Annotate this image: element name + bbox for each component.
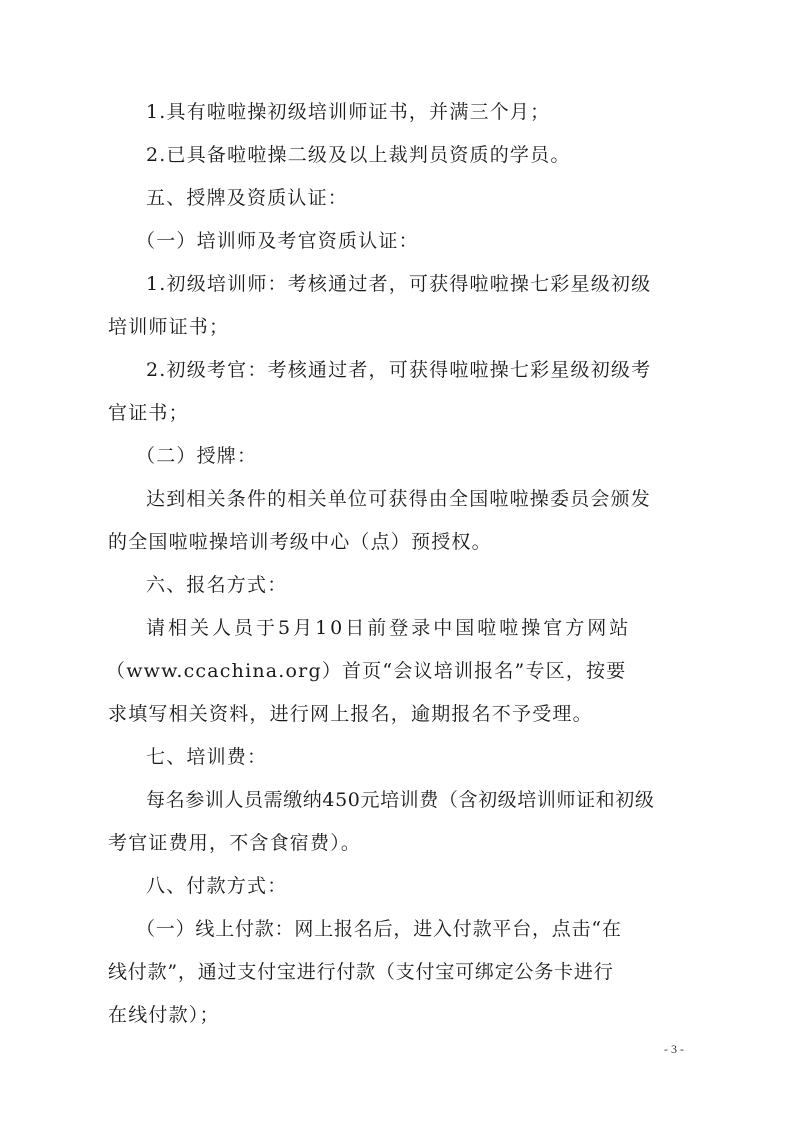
paragraph-line: 1.初级培训师：考核通过者，可获得啦啦操七彩星级初级	[146, 273, 652, 295]
paragraph-line: 达到相关条件的相关单位可获得由全国啦啦操委员会颁发	[146, 488, 652, 510]
section-heading-5: 五、授牌及资质认证：	[146, 187, 349, 209]
paragraph-line: 线付款”，通过支付宝进行付款（支付宝可绑定公务卡进行	[108, 961, 614, 983]
section-heading-7: 七、培训费：	[146, 746, 268, 768]
paragraph-line: 考官证费用，不含食宿费）。	[108, 832, 362, 854]
paragraph-line: 2.初级考官：考核通过者，可获得啦啦操七彩星级初级考	[146, 359, 652, 381]
paragraph-line: （一）线上付款：网上报名后，进入付款平台，点击“在	[136, 918, 622, 940]
requirement-item-2: 2.已具备啦啦操二级及以上裁判员资质的学员。	[146, 144, 571, 166]
paragraph-line: 每名参训人员需缴纳450元培训费（含初级培训师证和初级	[146, 789, 655, 811]
subsection-heading-2: （二）授牌：	[136, 445, 258, 467]
section-heading-8: 八、付款方式：	[146, 875, 288, 897]
paragraph-line: 的全国啦啦操培训考级中心（点）预授权。	[108, 531, 492, 553]
paragraph-line: 官证书；	[108, 402, 189, 424]
paragraph-line: 在线付款）；	[108, 1004, 220, 1026]
paragraph-line: （www.ccachina.org）首页“会议培训报名”专区，按要	[106, 660, 627, 682]
section-heading-6: 六、报名方式：	[146, 574, 288, 596]
paragraph-line: 请相关人员于5月10日前登录中国啦啦操官方网站	[146, 617, 632, 639]
requirement-item-1: 1.具有啦啦操初级培训师证书，并满三个月；	[146, 101, 551, 123]
paragraph-line: 培训师证书；	[108, 316, 230, 338]
page-number: - 3 -	[664, 1042, 684, 1056]
paragraph-line: 求填写相关资料，进行网上报名，逾期报名不予受理。	[108, 703, 593, 725]
subsection-heading-1: （一）培训师及考官资质认证：	[136, 230, 419, 252]
